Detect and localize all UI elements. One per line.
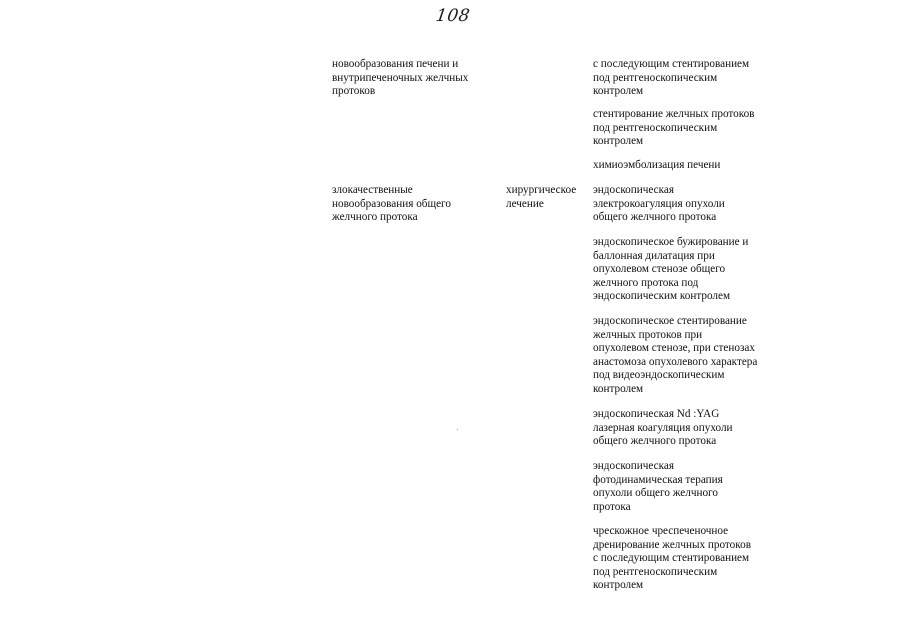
method-item: эндоскопическая электрокоагуляция опухоли общего желчного протока — [593, 184, 725, 224]
method-item: эндоскопическое стентирование желчных протоков при опухолевом стенозе, при стенозах анастомоза опухолевого характера под видеоэндоскопическим контролем — [593, 315, 758, 395]
method-item: стентирование желчных протоков под рентгеноскопическим контролем — [593, 108, 755, 148]
diagnosis-cell: злокачественные новообразования общего желчного протока — [332, 184, 451, 224]
method-item: эндоскопическая Nd :YAG лазерная коагуляция опухоли общего желчного протока — [593, 408, 733, 448]
treatment-cell: хирургическое лечение — [506, 184, 577, 210]
method-item: химиоэмболизация печени — [593, 159, 721, 171]
method-item: с последующим стентированием под рентгеноскопическим контролем — [593, 58, 750, 98]
method-item: чрескожное чреспеченочное дренирование желчных протоков с последующим стентированием под рентгеноскопическим контролем — [593, 525, 752, 592]
diagnosis-cell: новообразования печени и внутрипеченочных желчных протоков — [332, 58, 469, 98]
method-item: эндоскопическая фотодинамическая терапия опухоли общего желчного протока — [593, 460, 723, 513]
method-item: эндоскопическое бужирование и баллонная дилатация при опухолевом стенозе общего желчного протока под эндоскопическим контролем — [593, 236, 749, 303]
page-number: 108 — [434, 6, 472, 26]
scan-speck — [457, 429, 458, 430]
